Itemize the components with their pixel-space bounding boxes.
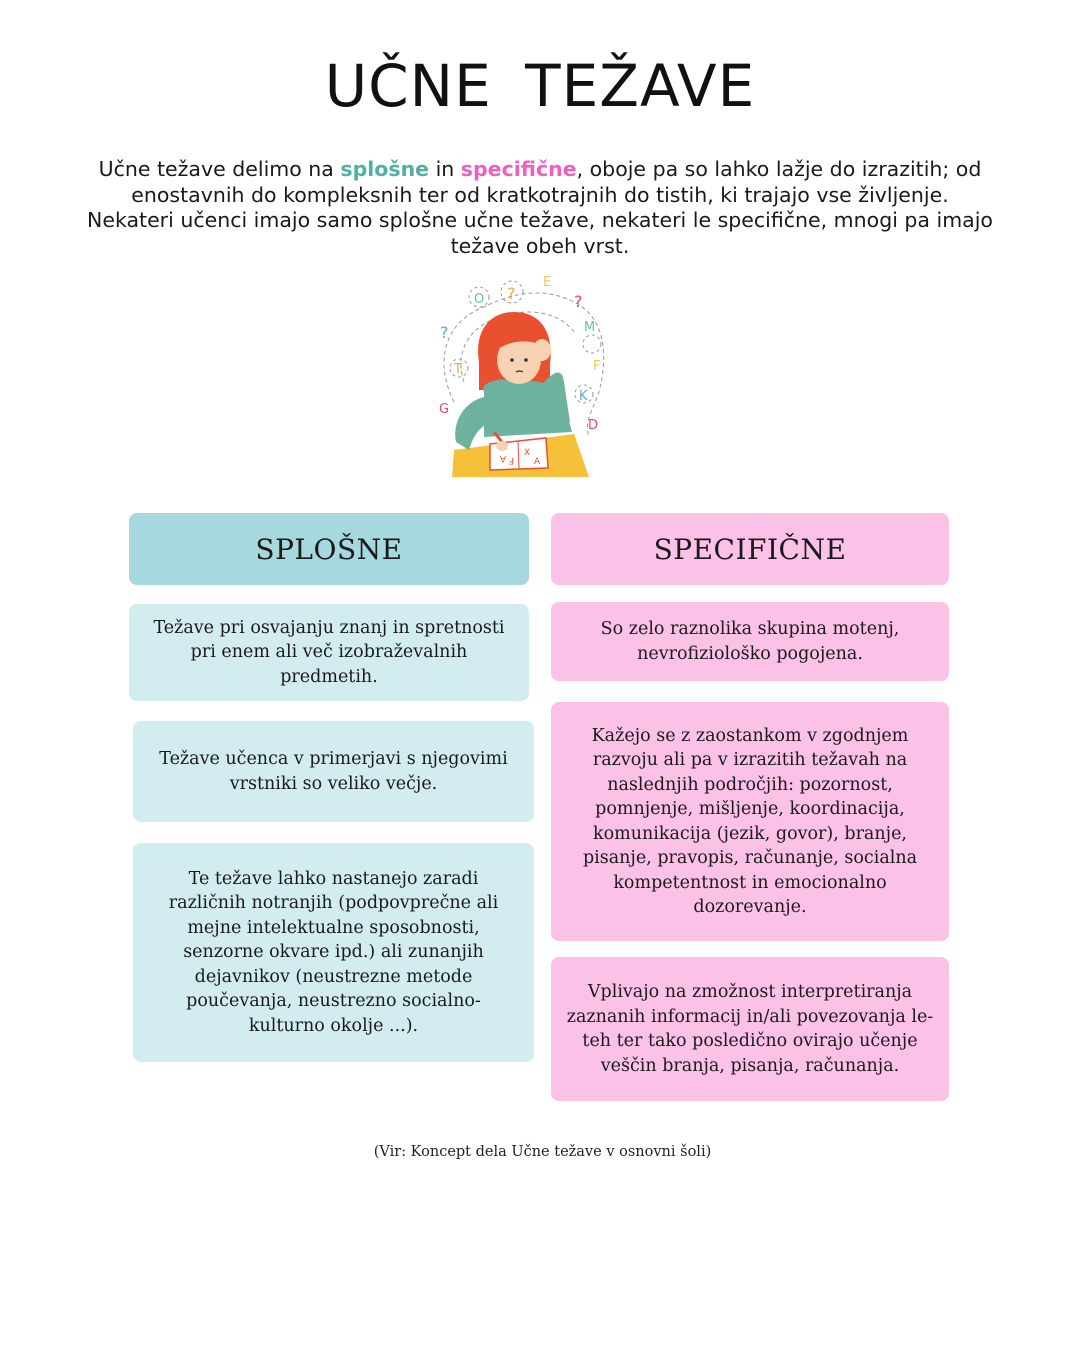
notebook-letter-a2: A bbox=[534, 457, 541, 467]
splosne-card-1 bbox=[129, 604, 529, 701]
splosne-card-2-text: Težave učenca v primerjavi s njegovimi vrstniki so veliko večje. bbox=[159, 749, 508, 794]
notebook-letter-x: X bbox=[524, 448, 531, 458]
letter-d: D bbox=[588, 418, 599, 433]
splosne-card-1-text: Težave pri osvajanju znanj in spretnosti pri enem ali več izobraževalnih predmetih. bbox=[153, 617, 505, 687]
notebook-letter-a1: A bbox=[499, 453, 506, 463]
page-title: UČNE TEŽAVE bbox=[324, 52, 756, 120]
letter-g: G bbox=[439, 402, 450, 417]
intro-splosne-highlight: splošne bbox=[340, 157, 430, 181]
intro-part2: in bbox=[429, 157, 461, 181]
source-citation: (Vir: Koncept dela Učne težave v osnovni šoli) bbox=[373, 1144, 712, 1160]
confused-student-illustration bbox=[424, 272, 624, 482]
letter-q1: ? bbox=[507, 284, 516, 303]
specificne-card-3-text: Vplivajo na zmožnost interpretiranja zaznanih informacij in/ali povezovanja le-teh ter tako posledično ovirajo učenje veščin branja, pisanja, računanja. bbox=[566, 982, 934, 1076]
specificne-card-2 bbox=[551, 702, 949, 941]
intro-part3: , oboje pa so lahko lažje do izrazitih; od enostavnih do kompleksnih ter od kratkotrajnih do tistih, ki trajajo vse življenje. bbox=[131, 157, 982, 207]
letter-o: O bbox=[474, 292, 485, 307]
splosne-header-label: SPLOŠNE bbox=[255, 532, 403, 566]
letter-t: T bbox=[454, 362, 462, 377]
specificne-card-1 bbox=[551, 602, 949, 681]
letter-q2: ? bbox=[574, 292, 583, 311]
specificne-header bbox=[551, 513, 949, 585]
letter-f: F bbox=[593, 359, 601, 374]
specificne-card-2-text: Kažejo se z zaostankom v zgodnjem razvoju ali pa v izrazitih težavah na naslednjih področjih: pozornost, pomnjenje, mišljenje, koordinacija, komunikacija (jezik, govor), branje, pisanje, pravopis, računanje, socialna kompetentnost in emocionalno dozorevanje. bbox=[582, 725, 918, 917]
specificne-card-3 bbox=[551, 957, 949, 1101]
splosne-card-3-text: Te težave lahko nastanejo zaradi različnih notranjih (podpovprečne ali mejne intelektualne sposobnosti, senzorne okvare ipd.) ali zunanjih dejavnikov (neustrezne metode poučevanja, neustrezno socialno-kulturno okolje ...). bbox=[168, 868, 499, 1036]
specificne-card-1-text: So zelo raznolika skupina motenj, nevrofiziološko pogojena. bbox=[600, 619, 900, 664]
intro-specificne-highlight: specifične bbox=[460, 157, 577, 181]
specificne-header-label: SPECIFIČNE bbox=[653, 532, 847, 566]
splosne-card-3 bbox=[133, 843, 534, 1062]
letter-m: M bbox=[584, 320, 596, 335]
splosne-card-2 bbox=[133, 721, 534, 822]
letter-e: E bbox=[543, 275, 552, 290]
splosne-header bbox=[129, 513, 529, 585]
intro-part1: Učne težave delimo na bbox=[98, 157, 341, 181]
intro-text bbox=[60, 157, 1020, 259]
notebook-letter-f: F bbox=[508, 455, 514, 465]
letter-k: K bbox=[579, 389, 588, 404]
letter-q3: ? bbox=[440, 323, 449, 342]
intro-line2: Nekateri učenci imajo samo splošne učne težave, nekateri le specifične, mnogi pa imajo težave obeh vrst. bbox=[87, 208, 993, 258]
